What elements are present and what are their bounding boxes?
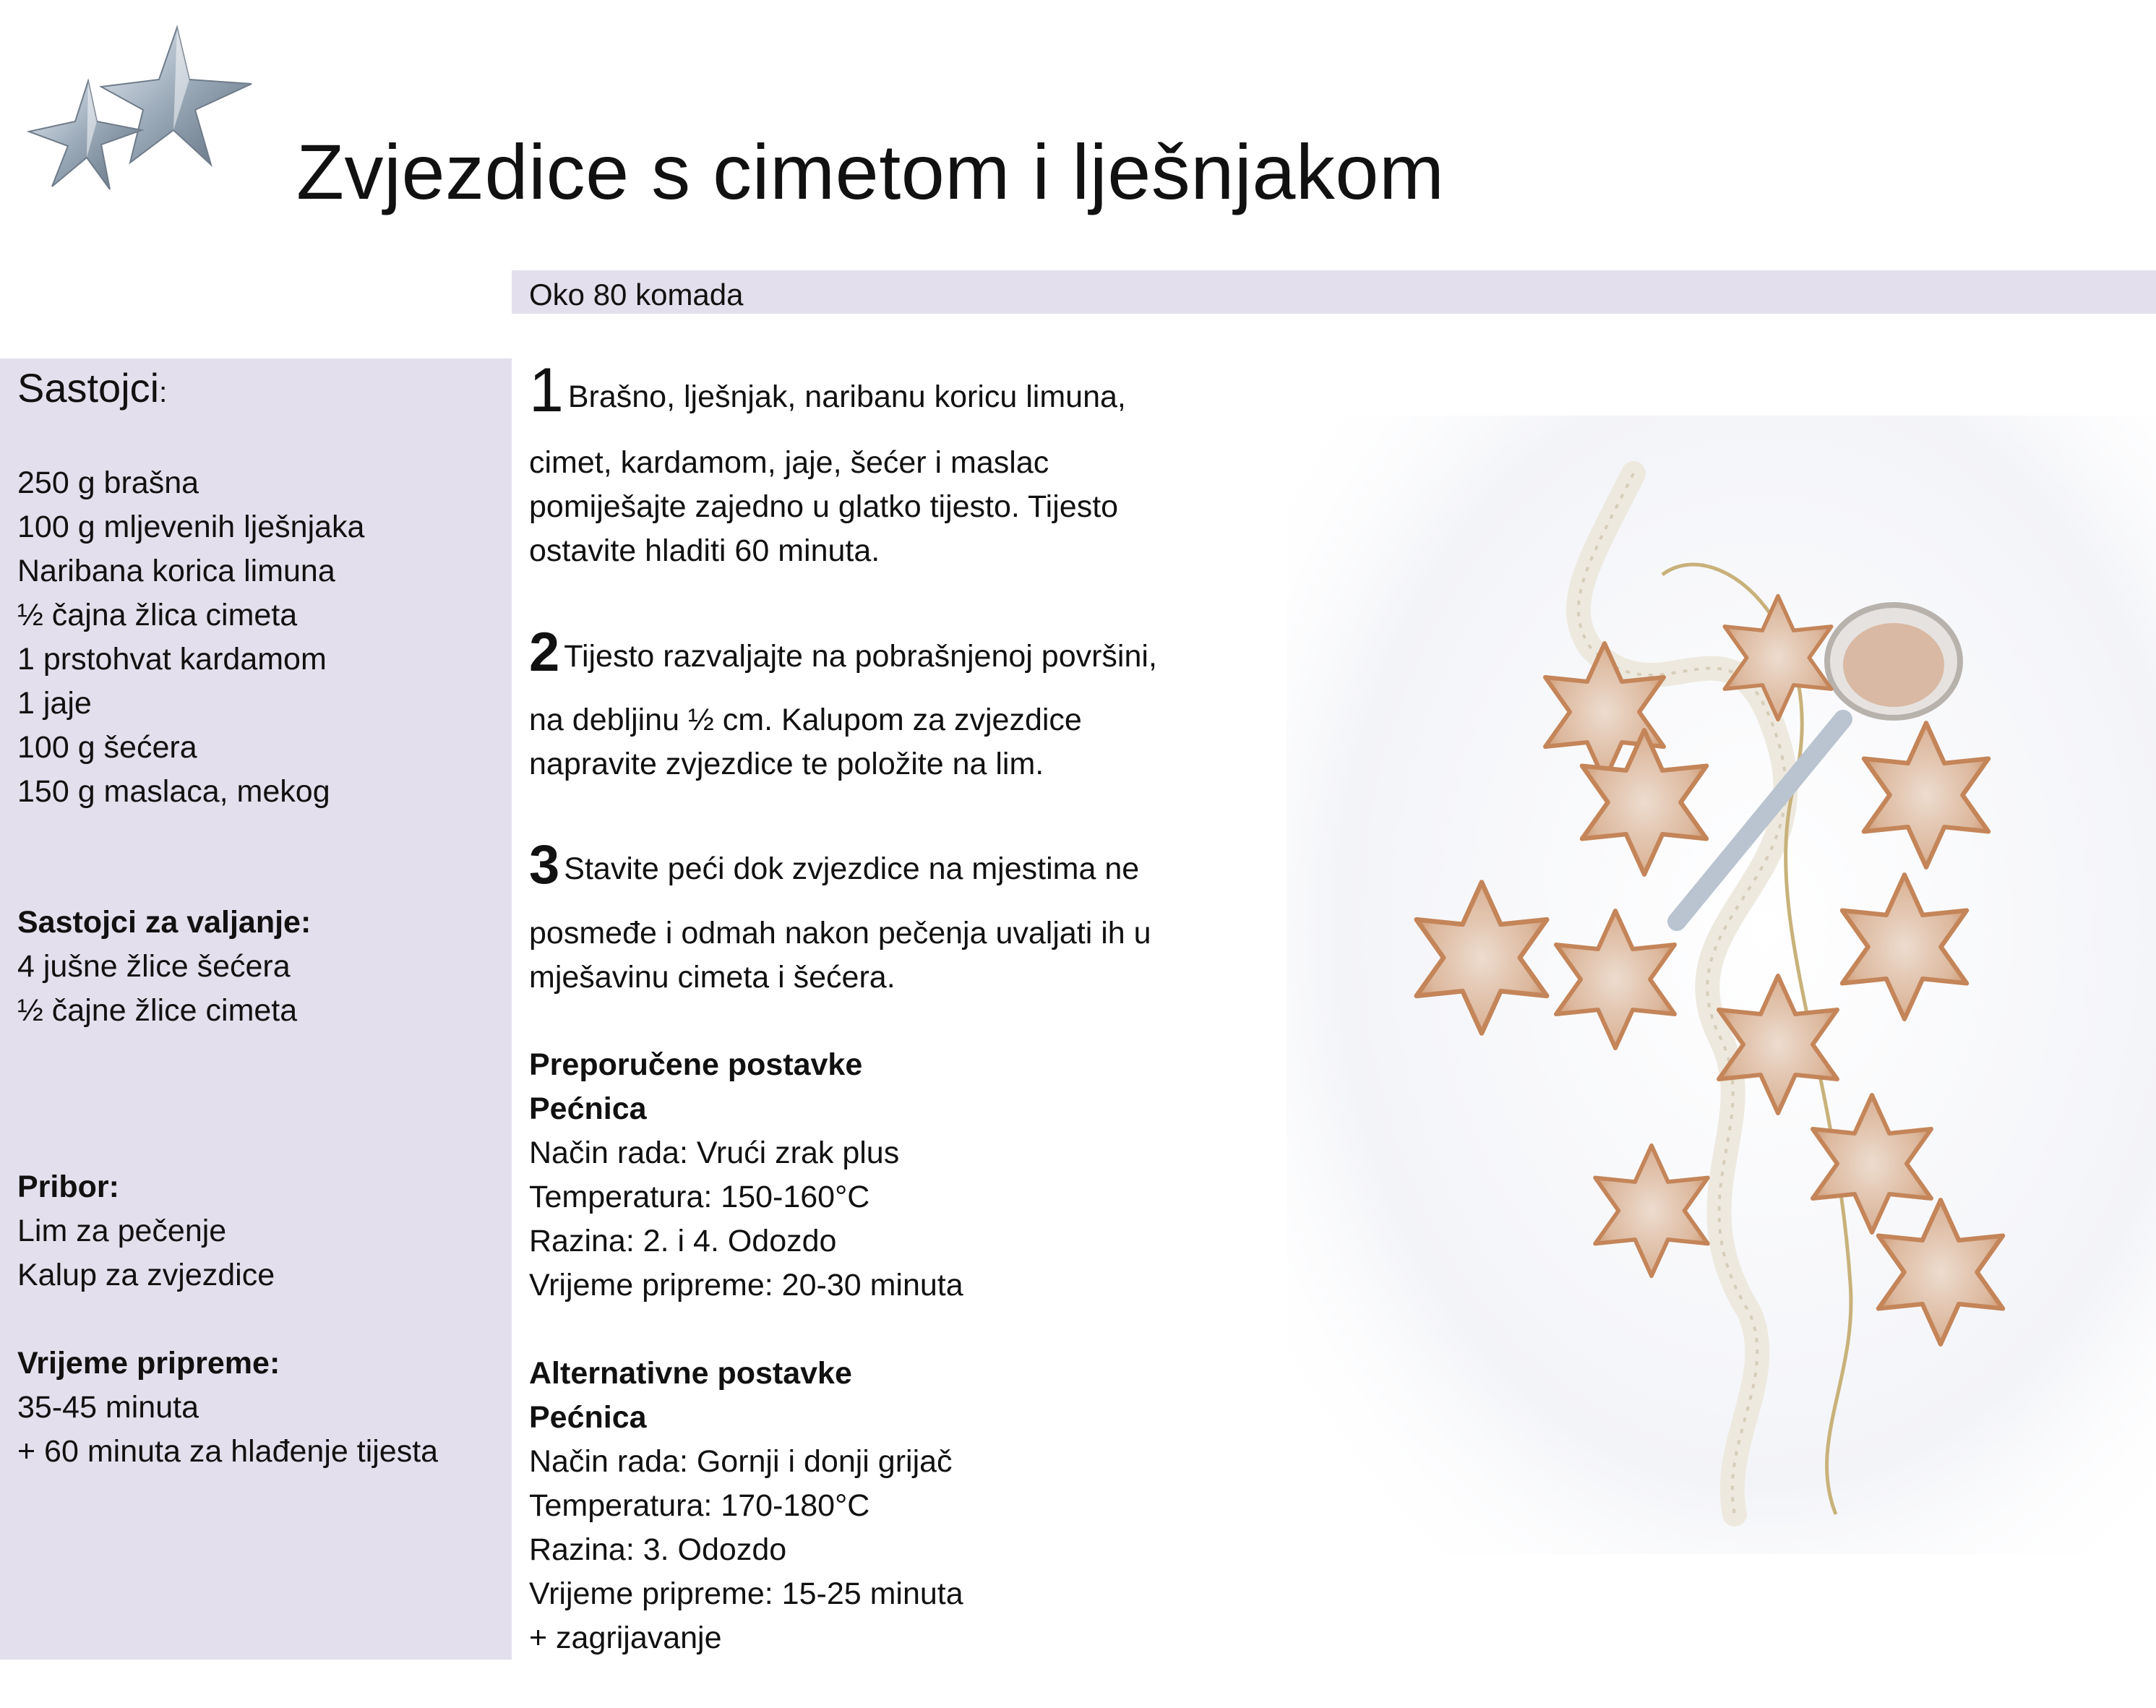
page-title: Zvjezdice s cimetom i lješnjakom (296, 128, 1445, 215)
ingredient-item: 1 prstohvat kardamom (17, 642, 327, 677)
setting-line: Razina: 3. Odozdo (529, 1532, 787, 1567)
ingredient-item: 150 g maslaca, mekog (17, 774, 330, 809)
step-1-line: cimet, kardamom, jaje, šećer i maslac (529, 445, 1049, 480)
equipment-item: Kalup za zvjezdice (17, 1258, 275, 1292)
cookies-photo (1287, 416, 2156, 1554)
recommended-subheading: Pećnica (529, 1091, 647, 1126)
ingredients-heading: Sastojci: (17, 365, 168, 411)
setting-line: Vrijeme pripreme: 15-25 minuta (529, 1576, 963, 1611)
step-1-line: pomiješajte zajedno u glatko tijesto. Tijesto (529, 489, 1119, 524)
setting-line: + zagrijavanje (529, 1621, 722, 1655)
step-number: 2 (529, 622, 560, 683)
step-3-line: 3 Stavite peći dok zvjezdice na mjestima ne (529, 834, 1140, 896)
setting-line: Temperatura: 150-160°C (529, 1180, 870, 1214)
ingredients-panel (0, 359, 512, 1660)
setting-line: Temperatura: 170-180°C (529, 1488, 870, 1523)
ingredient-item: 100 g mljevenih lješnjaka (17, 510, 365, 544)
yield-bar (512, 270, 2156, 314)
ingredient-item: 250 g brašna (17, 465, 199, 500)
step-number: 1 (529, 356, 564, 425)
setting-line: Vrijeme pripreme: 20-30 minuta (529, 1268, 963, 1303)
step-number: 3 (529, 834, 560, 896)
step-2-line: na debljinu ½ cm. Kalupom za zvjezdice (529, 703, 1082, 737)
time-item: 35-45 minuta (17, 1390, 199, 1425)
ingredient-item: ½ čajna žlica cimeta (17, 598, 298, 632)
recommended-heading: Preporučene postavke (529, 1047, 863, 1082)
step-2-line: napravite zvjezdice te položite na lim. (529, 747, 1044, 781)
rolling-item: 4 jušne žlice šećera (17, 949, 291, 984)
rolling-heading: Sastojci za valjanje: (17, 905, 312, 940)
equipment-item: Lim za pečenje (17, 1214, 227, 1248)
setting-line: Način rada: Gornji i donji grijač (529, 1444, 953, 1479)
step-1-line: ostavite hladiti 60 minuta. (529, 533, 880, 568)
setting-line: Način rada: Vrući zrak plus (529, 1136, 900, 1170)
rolling-item: ½ čajne žlice cimeta (17, 993, 298, 1028)
alternative-heading: Alternativne postavke (529, 1356, 852, 1391)
yield-text: Oko 80 komada (529, 278, 744, 312)
ingredient-item: Naribana korica limuna (17, 554, 335, 588)
ingredient-item: 1 jaje (17, 686, 92, 721)
equipment-heading: Pribor: (17, 1170, 119, 1204)
star-icon (101, 27, 252, 165)
ingredient-item: 100 g šećera (17, 730, 197, 765)
setting-line: Razina: 2. i 4. Odozdo (529, 1224, 837, 1258)
time-heading: Vrijeme pripreme: (17, 1346, 280, 1381)
stars-logo (22, 22, 260, 195)
step-3-line: posmeđe i odmah nakon pečenja uvaljati ih u (529, 916, 1151, 950)
step-1-line: 1 Brašno, lješnjak, naribanu koricu limuna, (529, 356, 1126, 425)
step-3-line: mješavinu cimeta i šećera. (529, 960, 896, 995)
time-item: + 60 minuta za hlađenje tijesta (17, 1434, 439, 1469)
step-2-line: 2 Tijesto razvaljajte na pobrašnjenoj površini, (529, 622, 1157, 683)
alternative-subheading: Pećnica (529, 1400, 647, 1435)
